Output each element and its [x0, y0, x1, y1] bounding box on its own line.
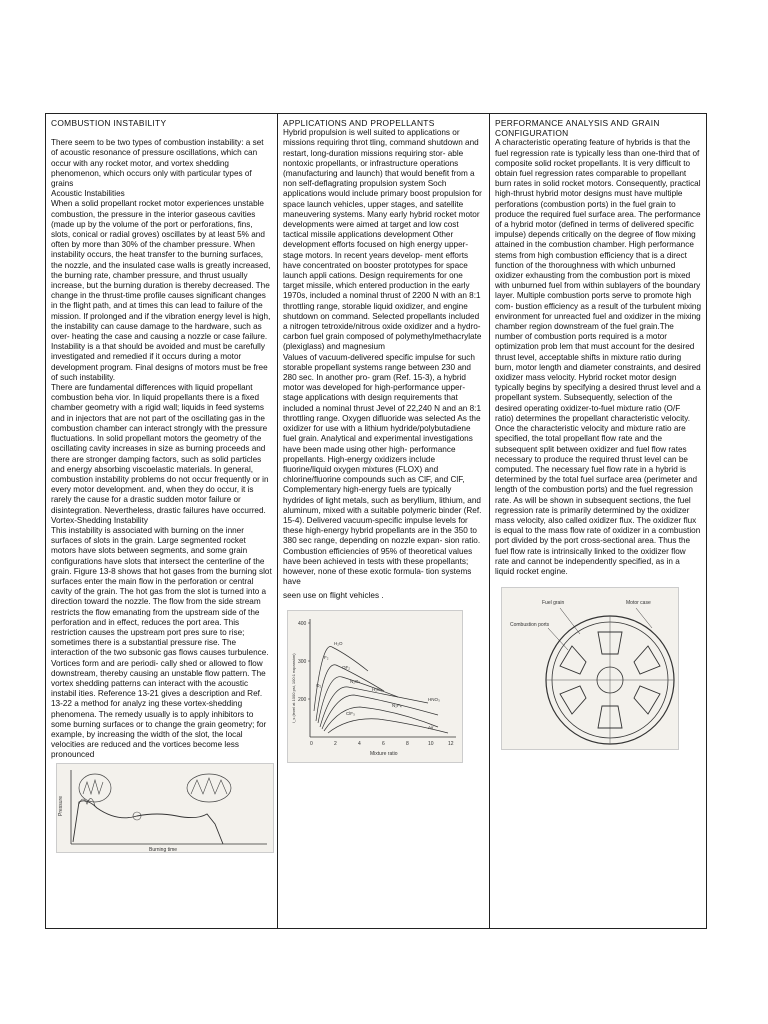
column-heading: COMBUSTION INSTABILITY	[51, 118, 167, 128]
fig2-xtick: 0	[310, 740, 313, 747]
fig2-ytick: 200	[298, 696, 307, 703]
fig2-xtick: 8	[406, 740, 409, 747]
fig2-curve-label: N₂O₄	[350, 678, 361, 684]
column-performance-analysis	[490, 114, 706, 928]
figure-grain-cross-section	[501, 587, 679, 750]
fig2-curve-label: HNO₃	[428, 696, 440, 702]
subheading-acoustic: Acoustic Instabilities	[51, 189, 125, 199]
figure-pressure-time	[56, 763, 274, 853]
column-applications-propellants	[278, 114, 490, 928]
paragraph: When a solid propellant rocket motor experiences unstable combustion, the pressure in the interior gaseous cavities (made up by the volume of the port or perforations, fins, slots, conical or radial groves) oscillates by at least 5% and often by more than 30% of the chamber pressure. When instability occurs, the heat transfer to the burning surfaces, the nozzle, and the insulated case walls is greatly increased, the burning rate, chamber pressure, and thrust usually increase, but the burning duration is thereby decreased. The change in the thrust-time profile causes significant changes in the flight path, and at times this can lead to failure of the mission. If prolonged and if the vibration energy level is high, the instability can cause damage to the hardware, such as over- heating the case and causing a nozzle or case failure. Instability is a that should be avoided and must be carefully investigated and remedied if it occurs during a motor development program. Final designs of motors must be free of such instability.	[51, 199, 271, 382]
fig2-ytick: 300	[298, 658, 307, 665]
fig2-xtick: 4	[358, 740, 361, 747]
fig3-label: Combustion ports	[510, 622, 550, 629]
fig2-xtick: 2	[334, 740, 337, 747]
fig3-label: Fuel grain	[542, 600, 565, 607]
fig2-curve-label: F₂	[324, 654, 329, 660]
fig2-ytick: 400	[298, 620, 307, 627]
subheading-vortex: Vortex-Shedding Instability	[51, 515, 148, 525]
paragraph: Values of vacuum-delivered specific impulse for such storable propellant systems range between 230 and 280 sec. In another pro- gram (Ref. 15-3), a hybrid motor was developed for high-performance upper- stage applications with design requirements that included a nominal thrust Jevel of 22,240 N and an 8:1 throttling range. Oxygen difluoride was selected As the oxidizer for use with a lithium hydride/polybutadiene fuel grain. Analytical and experimental investigations have been made using other high- performance propellants. High-energy oxidizers include fluorine/liquid oxygen mixtures (FLOX) and chlorine/fluorine compounds such as ClF, and ClF, Complementary high-energy fuels are typically hydrides of light metals, such as beryllium, lithium, and aluminum, mixed with a suitable polymeric binder (Ref. 15-4). Delivered vacuum-specific impulse levels for these high-energy hybrid propellants are in the 350 to 380 sec range, depending on nozzle expan- sion ratio. Combustion efficiencies of 95% of theoretical values have been achieved in tests with these propellants; however, none of these exotic formula- tion systems have	[283, 352, 482, 587]
figure-specific-impulse	[287, 610, 463, 763]
fig2-curve-label: O₂	[316, 682, 322, 688]
fig2-curve-label: H₂O	[334, 640, 343, 646]
fig2-ylabel: I_s (level at 1000 psi, 100:1 expansion)	[291, 652, 296, 723]
paragraph: seen use on flight vehicles .	[283, 591, 384, 601]
column-heading: APPLICATIONS AND PROPELLANTS	[283, 118, 435, 128]
paragraph: This instability is associated with burning on the inner surfaces of slots in the grain. Large segmented rocket motors have slots between segments, and some grain configurations have slots that intersect the centerline of the grain. Figure 13-8 shows that hot gases from the burning slot surfaces enter the main flow in the perforation or central cavity of the grain. The hot gas from the slot is turned into a direction toward the nozzle. The flow from the side stream restricts the flow emanating from the upstream side of the perforation and in effect, reduces the port area. This restriction causes the upstream port pres sure to rise; sometimes there is a substantial pressure rise. The interaction of the two subsonic gas flows causes turbulence. Vortices form and are periodi- cally shed or allowed to flow downstream, thereby causing an unstable flow pattern. The vortex shedding patterns can interact with the acoustic instabil ities. Reference 13-21 gives a description and Ref. 13-22 a method for analyz ing these vortex-shedding phenomena. The remedy usually is to apply inhibitors to some burning surfaces or to change the grain geometry; for example, by increasing the width of the slot, the local velocities are reduced and the vortices become less pronounced	[51, 525, 272, 760]
fig2-curve-label: N₂F₄	[392, 702, 402, 708]
three-column-table	[45, 113, 707, 929]
column-combustion-instability	[46, 114, 278, 928]
fig2-curve-label: ClF₃	[346, 710, 355, 716]
fig3-label: Motor case	[626, 600, 651, 607]
fig2-curve-label: OF₂	[342, 664, 350, 670]
fig2-curve-label: Air	[428, 724, 434, 730]
fig2-xtick: 12	[448, 740, 454, 747]
paragraph: A characteristic operating feature of hybrids is that the fuel regression rate is typically less than one-third that of composite solid rocket propellants. It is very difficult to obtain fuel regression rates comparable to propellant burn rates in solid rocket motors. Consequently, practical high-thrust hybrid motor designs must have multiple perforations (combustion ports) in the fuel grain to produce the required fuel surface area. The performance of a hybrid motor (defined in terms of delivered specific impulse) depends critically on the degree of flow mixing attained in the combustion chamber. High performance stems from high combustion efficiency that is a direct function of the thoroughness with which unburned oxidizer exhausting from the combustion port is mixed with unburned fuel from within sublayers of the boundary layer. Multiple combustion ports serve to promote high com- bustion efficiency as a result of the turbulent mixing environment for unreacted fuel and oxidizer in the mixing chamber region downstream of the fuel grain.The number of combustion ports required is a motor optimization prob lem that must account for the desired thrust level, acceptable shifts in mixture ratio during burn, motor length and diameter constraints, and desired oxidizer mass velocity. Hybrid rocket motor design typically begins by specifying a desired thrust level and a propellant system. Subsequently, selection of the desired operating oxidizer-to-fuel mixture ratio (O/F ratio) determines the propellant characteristic velocity. Once the characteristic velocity and mixture ratio are specified, the total propellant flow rate and the subsequent split between oxidizer and fuel flow rates necessary to produce the required thrust level can be computed. The necessary fuel flow rate in a hybrid is determined by the total fuel surface area (perimeter and length of the combustion ports) and the fuel regression rate. As will be shown in subsequent sections, the fuel regression rate is primarily determined by the oxidizer mass velocity, also called oxidizer flux. The oxidizer flux is equal to the mass flow rate of oxidizer in a combustion port divided by the port cross-sectional area. Thus the fuel flow rate is intrinsically linked to the oxidizer flow rate and cannot be independently specified, as in a liquid rocket engine.	[495, 138, 702, 576]
fig2-xlabel: Mixture ratio	[370, 750, 398, 757]
fig2-curve-label: H₂O₂	[372, 686, 383, 692]
column-heading: PERFORMANCE ANALYSIS AND GRAIN CONFIGURATION	[495, 118, 660, 139]
fig2-xtick: 10	[428, 740, 434, 747]
fig1-ylabel: Pressure	[58, 795, 64, 816]
paragraph: Hybrid propulsion is well suited to applications or missions requiring throt tling, command shutdown and restart, long-duration missions requiring stor- able nontoxic propellants, or infrastructure operations (manufacturing and launch) that would benefit from a non self-deflagrating propulsion system Soch applications would include primary boost propulsion for space launch vehicles, upper stages, and satellite maneuvering systems. Many early hybrid rocket motor developments were aimed at target and low cost tactical missile applications development Other development efforts focused on high energy upper-stage motors. In recent years develop- ment efforts have concentrated on booster prototypes for space launch appli cations. Design requirements for one target missile, which entered production in the early 1970s, included a nominal thrust of 2200 N with an 8:1 throttling range, storable liquid oxidizer, and engine shutdown on command. Selected propellants included a nitrogen tetroxide/nitrous oxide oxidizer and a hydro- carbon fuel grain composed of polymethylmethacrylate (plexiglass) and magnesium	[283, 128, 482, 352]
fig2-xtick: 6	[382, 740, 385, 747]
paragraph-intro: There seem to be two types of combustion instability: a set of acoustic resonance of pressure oscillations, which can occur with any rocket motor, and vortex shedding phenomenon, which occurs only with particular types of grains	[51, 138, 264, 189]
paragraph: There are fundamental differences with liquid propellant combustion beha vior. In liquid propellants there is a fixed chamber geometry with a rigid wall; liquids in feed systems and in injectors that are not part of the oscillating gas in the combustion chamber can interact strongly with the pressure fluctuations. In solid propellant motors the geometry of the oscillating cavity increases in size as burning proceeds and there are stronger damping factors, such as solid particles and energy absorbing viscoelastic materials. In general, combustion instability problems do not occur frequently or in every motor development. and, when they do occur, it is rarely the cause for a drastic sudden motor failure or disintegration. Nevertheless, drastic failures have occurred.	[51, 383, 269, 515]
fig1-xlabel: Burning time	[149, 846, 178, 852]
